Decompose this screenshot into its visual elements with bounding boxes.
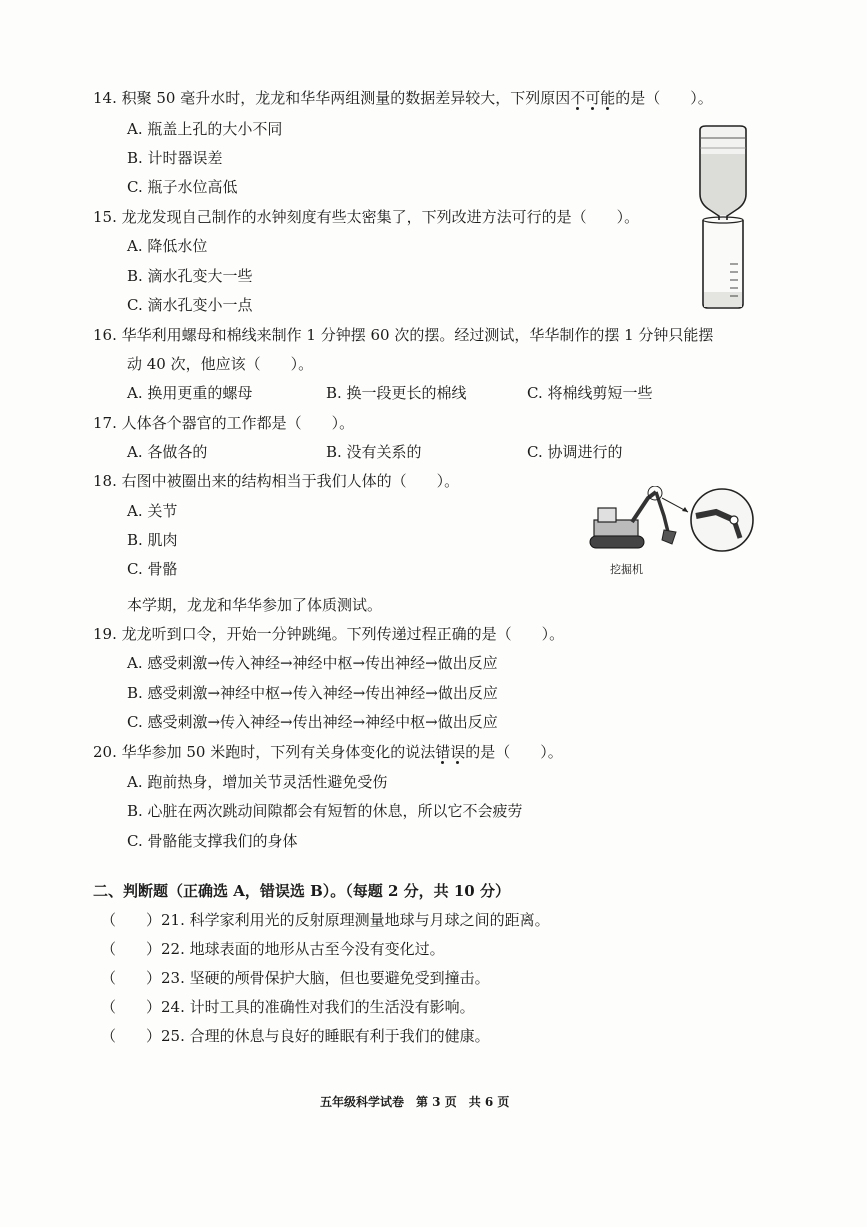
question-14-stem: 14. 积聚 50 毫升水时，龙龙和华华两组测量的数据差异较大，下列原因不 可 能 的是（ ）。 <box>93 88 713 108</box>
question-20-option-b: B. 心脏在两次跳动间隙都会有短暂的休息，所以它不会疲劳 <box>127 802 523 820</box>
page-footer: 五年级科学试卷 第 3 页 共 6 页 <box>320 1095 510 1109</box>
water-clock-figure <box>696 124 750 310</box>
judge-item-21: （ ）21. 科学家利用光的反射原理测量地球与月球之间的距离。 <box>101 911 550 929</box>
question-17-option-a: A. 各做各的 <box>127 443 208 461</box>
emphasis-dot <box>606 107 609 110</box>
question-14-option-a: A. 瓶盖上孔的大小不同 <box>127 120 283 138</box>
question-15-option-c: C. 滴水孔变小一点 <box>127 296 253 314</box>
question-14-option-c: C. 瓶子水位高低 <box>127 178 238 196</box>
judge-item-25: （ ）25. 合理的休息与良好的睡眠有利于我们的健康。 <box>101 1027 490 1045</box>
emphasis-char: 不 <box>570 89 585 107</box>
section2-title: 二、判断题（正确选 A，错误选 B）。（每题 2 分，共 10 分） <box>93 882 510 900</box>
excavator-figure <box>584 486 756 558</box>
question-16-stem-line1: 16. 华华利用螺母和棉线来制作 1 分钟摆 60 次的摆。经过测试，华华制作的摆 1 分钟只能摆 <box>93 326 714 344</box>
question-18-stem: 18. 右图中被圈出来的结构相当于我们人体的（ ）。 <box>93 472 460 490</box>
judge-item-22: （ ）22. 地球表面的地形从古至今没有变化过。 <box>101 940 445 958</box>
question-17-option-c: C. 协调进行的 <box>527 443 623 461</box>
emphasis-dot <box>576 107 579 110</box>
judge-item-24: （ ）24. 计时工具的准确性对我们的生活没有影响。 <box>101 998 475 1016</box>
question-19-option-c: C. 感受刺激→传入神经→传出神经→神经中枢→做出反应 <box>127 713 498 731</box>
emphasis-wrong <box>435 743 465 761</box>
question-19-option-b: B. 感受刺激→神经中枢→传入神经→传出神经→做出反应 <box>127 684 498 702</box>
question-20-stem: 20. 华华参加 50 米跑时，下列有关身体变化的说法错 误 的是（ ）。 <box>93 742 563 762</box>
question-19-option-a: A. 感受刺激→传入神经→神经中枢→传出神经→做出反应 <box>127 654 498 672</box>
emphasis-dot <box>441 761 444 764</box>
question-16-option-c: C. 将棉线剪短一些 <box>527 384 653 402</box>
question-16-option-a: A. 换用更重的螺母 <box>127 384 253 402</box>
question-20-option-c: C. 骨骼能支撑我们的身体 <box>127 832 298 850</box>
question-17-stem: 17. 人体各个器官的工作都是（ ）。 <box>93 414 355 432</box>
question-17-option-b: B. 没有关系的 <box>326 443 422 461</box>
question-16-stem-line2: 动 40 次，他应该（ ）。 <box>127 355 314 373</box>
question-18-option-a: A. 关节 <box>127 502 178 520</box>
emphasis-dot <box>591 107 594 110</box>
question-16-option-b: B. 换一段更长的棉线 <box>326 384 467 402</box>
physical-test-intro: 本学期，龙龙和华华参加了体质测试。 <box>127 596 383 614</box>
question-15-stem: 15. 龙龙发现自己制作的水钟刻度有些太密集了，下列改进方法可行的是（ ）。 <box>93 208 640 226</box>
question-15-option-a: A. 降低水位 <box>127 237 208 255</box>
question-14-option-b: B. 计时器误差 <box>127 149 223 167</box>
question-18-option-b: B. 肌肉 <box>127 531 178 549</box>
question-20-option-a: A. 跑前热身，增加关节灵活性避免受伤 <box>127 773 388 791</box>
excavator-caption: 挖掘机 <box>610 563 643 576</box>
question-15-option-b: B. 滴水孔变大一些 <box>127 267 253 285</box>
emphasis-not-possible <box>570 89 615 107</box>
emphasis-char: 能 <box>600 89 615 107</box>
question-19-stem: 19. 龙龙听到口令，开始一分钟跳绳。下列传递过程正确的是（ ）。 <box>93 625 565 643</box>
question-18-option-c: C. 骨骼 <box>127 560 178 578</box>
emphasis-dot <box>456 761 459 764</box>
emphasis-char: 可 <box>585 89 600 107</box>
judge-item-23: （ ）23. 坚硬的颅骨保护大脑，但也要避免受到撞击。 <box>101 969 490 987</box>
emphasis-char: 错 <box>435 743 450 761</box>
emphasis-char: 误 <box>450 743 465 761</box>
